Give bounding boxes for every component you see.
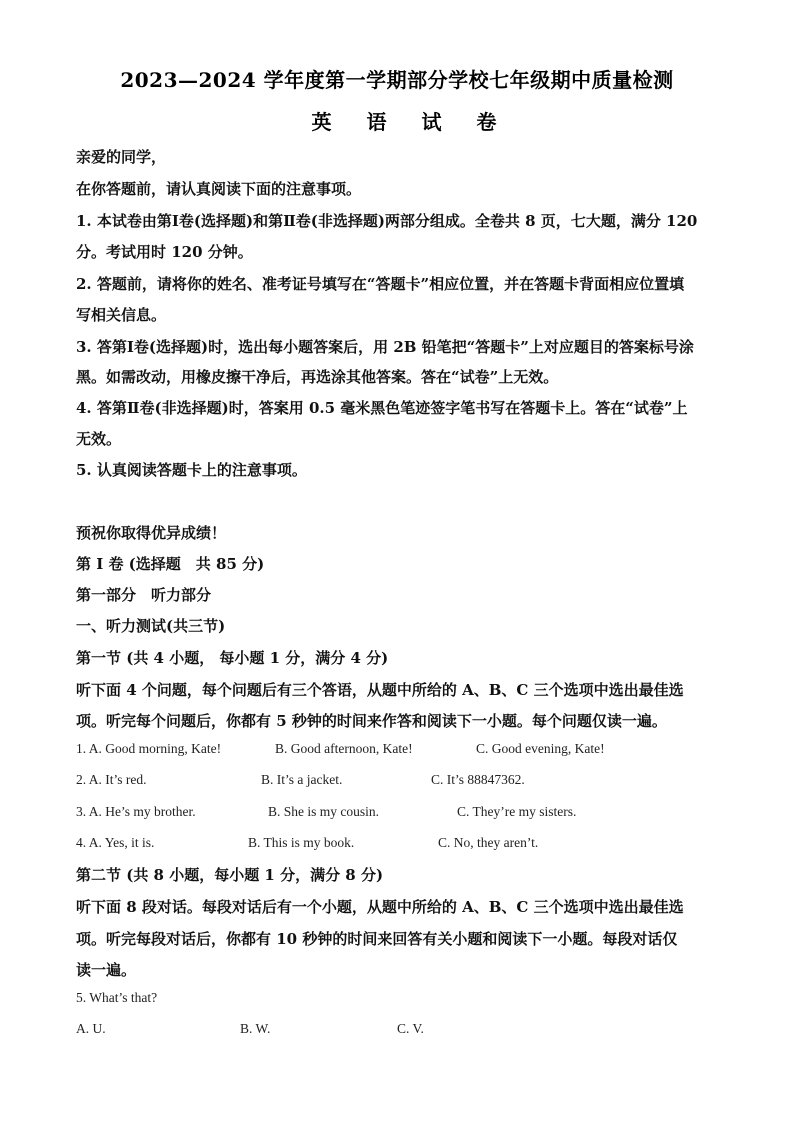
section2-instructions: 听下面 8 段对话。每段对话后有一个小题，从题中所给的 A、B、C 三个选项中选出最佳选 bbox=[76, 898, 684, 916]
notice-line: 黑。如需改动，用橡皮擦干净后，再选涂其他答案。答在“试卷”上无效。 bbox=[76, 368, 559, 386]
notice-line: 3. 答第Ⅰ卷(选择题)时，选出每小题答案后，用 2B 铅笔把“答题卡”上对应题目的答案标号涂 bbox=[76, 338, 694, 356]
q3-option-c: C. They’re my sisters. bbox=[457, 804, 577, 819]
notice-prompt: 在你答题前，请认真阅读下面的注意事项。 bbox=[76, 180, 362, 198]
section-heading: 一、听力测试(共三节) bbox=[76, 617, 226, 635]
section2-heading: 第二节 (共 8 小题，每小题 1 分，满分 8 分) bbox=[76, 866, 384, 884]
q3-option-a: 3. A. He’s my brother. bbox=[76, 804, 196, 819]
notice-line: 5. 认真阅读答题卡上的注意事项。 bbox=[76, 461, 307, 479]
section2-instructions: 读一遍。 bbox=[76, 961, 137, 979]
part-heading: 第一部分 听力部分 bbox=[76, 586, 212, 604]
wish-text: 预祝你取得优异成绩！ bbox=[76, 524, 227, 542]
notice-line: 分。考试用时 120 分钟。 bbox=[76, 243, 253, 261]
q5-option-a: A. U. bbox=[76, 1021, 106, 1036]
section1-heading: 第一节 (共 4 小题， 每小题 1 分，满分 4 分) bbox=[76, 649, 389, 667]
section1-instructions: 项。听完每个问题后，你都有 5 秒钟的时间来作答和阅读下一小题。每个问题仅读一遍。 bbox=[76, 712, 667, 730]
q5-option-c: C. V. bbox=[397, 1021, 424, 1036]
notice-line: 4. 答第Ⅱ卷(非选择题)时，答案用 0.5 毫米黑色笔迹签字笔书写在答题卡上。答在“试卷”上 bbox=[76, 399, 688, 417]
q3-option-b: B. She is my cousin. bbox=[268, 804, 380, 819]
q1-option-b: B. Good afternoon, Kate! bbox=[275, 741, 413, 756]
greeting: 亲爱的同学， bbox=[76, 148, 167, 166]
q1-option-c: C. Good evening, Kate! bbox=[476, 741, 605, 756]
notice-line: 1. 本试卷由第Ⅰ卷(选择题)和第Ⅱ卷(非选择题)两部分组成。全卷共 8 页，七大题，满分 120 bbox=[76, 212, 698, 230]
q2-option-a: 2. A. It’s red. bbox=[76, 772, 147, 787]
q4-option-a: 4. A. Yes, it is. bbox=[76, 835, 155, 850]
exam-title: 2023—2024 学年度第一学期部分学校七年级期中质量检测 bbox=[120, 68, 674, 92]
notice-line: 2. 答题前，请将你的姓名、准考证号填写在“答题卡”相应位置，并在答题卡背面相应位置填 bbox=[76, 275, 685, 293]
exam-subtitle: 英 语 试 卷 bbox=[311, 110, 511, 134]
q5-option-b: B. W. bbox=[240, 1021, 271, 1036]
q5-stem: 5. What’s that? bbox=[76, 990, 158, 1005]
q4-option-b: B. This is my book. bbox=[248, 835, 355, 850]
q2-option-b: B. It’s a jacket. bbox=[261, 772, 343, 787]
notice-line: 无效。 bbox=[76, 430, 122, 448]
q2-option-c: C. It’s 88847362. bbox=[431, 772, 525, 787]
q1-option-a: 1. A. Good morning, Kate! bbox=[76, 741, 222, 756]
notice-line: 写相关信息。 bbox=[76, 306, 167, 324]
section1-instructions: 听下面 4 个问题，每个问题后有三个答语，从题中所给的 A、B、C 三个选项中选出最佳选 bbox=[76, 681, 684, 699]
q4-option-c: C. No, they aren’t. bbox=[438, 835, 539, 850]
section2-instructions: 项。听完每段对话后，你都有 10 秒钟的时间来回答有关小题和阅读下一小题。每段对话仅 bbox=[76, 930, 678, 948]
volume-heading: 第 Ⅰ 卷 (选择题 共 85 分) bbox=[76, 555, 265, 573]
